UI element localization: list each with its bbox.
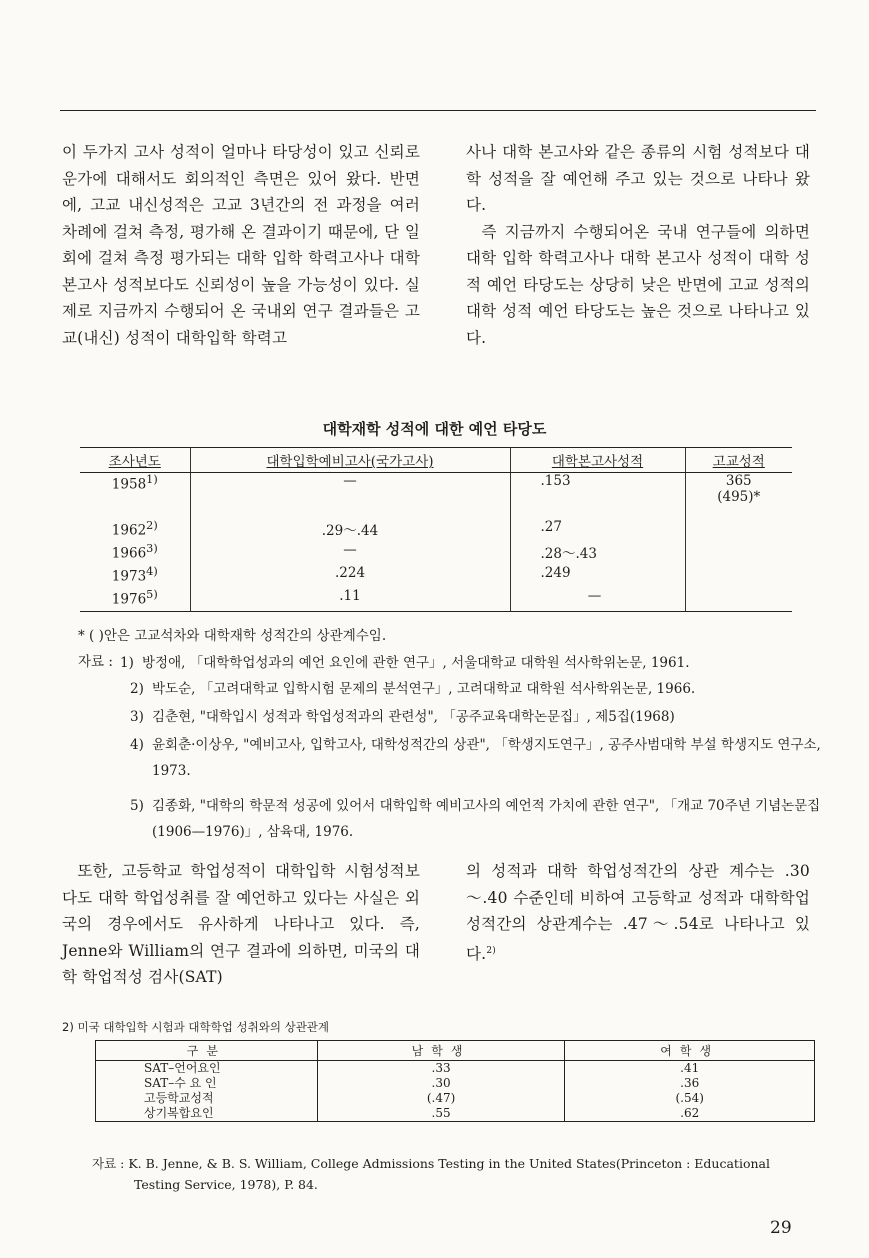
prelim-cell: .224 [190, 565, 510, 588]
table-row [80, 588, 792, 612]
main-exam-cell: .153 [510, 473, 685, 519]
reference-item: 2) 박도순, 「고려대학교 입학시험 문제의 분석연구」, 고려대학교 대학원 석사학위논문, 1966. [130, 681, 696, 697]
column-header: 구분 [96, 1041, 318, 1061]
page-number: 29 [770, 1218, 792, 1238]
main-exam-cell: .27 [510, 519, 685, 542]
prelim-cell: — [190, 473, 510, 519]
table1-title: 대학재학 성적에 대한 예언 타당도 [322, 420, 547, 438]
column-header: 남학생 [317, 1041, 565, 1061]
table2-title: 2) 미국 대학입학 시험과 대학학업 성취와의 상관관계 [62, 1020, 330, 1034]
year-cell: 1973$^{4)}$ [111, 564, 158, 584]
table-header-row [96, 1041, 815, 1061]
table-row [80, 542, 792, 565]
label-cell: 고등학교성적 [144, 1091, 214, 1105]
table-row [96, 1106, 815, 1122]
column-header: 고교성적 [685, 448, 792, 473]
male-cell: .30 [317, 1076, 565, 1091]
main-exam-cell: .28～.43 [510, 542, 685, 565]
prelim-cell: — [190, 542, 510, 565]
validity-table [80, 447, 792, 612]
reference-item: 5) 김종화, "대학의 학문적 성공에 있어서 대학입학 예비고사의 예언적 가치에 관한 연구", 「개교 70주년 기념논문집(1906—1976)」, 삼육대, 1976. [130, 798, 821, 840]
paragraph: 이 두가지 고사 성적이 얼마나 타당성이 있고 신뢰로운가에 대해서도 회의적인 측면은 있어 왔다. 반면에, 고교 내신성적은 고교 3년간의 전 과정을 여러 차례에 걸쳐 측정, 평가해 온 결과이기 때문에, 단 일회에 걸쳐 측정 평가되는 대학 입학 학력고사나 대학 본고사 성적보다도 신뢰성이 높을 가능성이 있다. 실제로 지금까지 수행되어 온 국내외 연구 결과들은 고교(내신) 성적이 대학입학 학력고 [62, 143, 420, 347]
year-cell: 1962$^{2)}$ [111, 518, 158, 538]
reference-item: 4) 윤회춘·이상우, "예비고사, 입학고사, 대학성적간의 상관", 「학생지도연구」, 공주사범대학 부설 학생지도 연구소, 1973. [130, 737, 821, 779]
male-cell: .33 [317, 1061, 565, 1077]
table-row [80, 519, 792, 542]
main-exam-cell: .249 [510, 565, 685, 588]
male-cell: (.47) [317, 1091, 565, 1106]
body-column-4 [466, 858, 810, 967]
paragraph: 사나 대학 본고사와 같은 종류의 시험 성적보다 대학 성적을 잘 예언해 주고 있는 것으로 나타나 왔다. [466, 143, 810, 214]
column-header: 조사년도 [80, 448, 190, 473]
hs-cell [685, 542, 792, 565]
hs-cell [685, 588, 792, 612]
female-cell: (.54) [565, 1091, 815, 1106]
label-cell: SAT–수 요 인 [144, 1076, 217, 1090]
body-column-2 [466, 139, 810, 351]
reference-item: 1) 방정애, 「대학학업성과의 예언 요인에 관한 연구」, 서울대학교 대학원 석사학위논문, 1961. [120, 655, 690, 671]
sources-label: 자료 : [78, 654, 113, 670]
male-cell: .55 [317, 1106, 565, 1122]
label-cell: SAT–언어요인 [144, 1061, 221, 1075]
hs-cell [685, 565, 792, 588]
column-header: 대학본고사성적 [510, 448, 685, 473]
paragraph: 즉 지금까지 수행되어온 국내 연구들에 의하면 대학 입학 학력고사나 대학 본고사 성적이 대학 성적 예언 타당도는 상당히 낮은 반면에 고교 성적의 대학 성적 예언 타당도는 높은 것으로 나타나고 있다. [466, 222, 810, 347]
paragraph: 의 성적과 대학 학업성적간의 상관 계수는 .30～.40 수준인데 비하여 고등학교 성적과 대학학업 성적간의 상관계수는 .47～.54로 나타나고 있다.$^{2)}$ [466, 862, 810, 963]
hs-cell [685, 519, 792, 542]
sat-correlation-table [95, 1040, 815, 1122]
table-row [96, 1076, 815, 1091]
female-cell: .36 [565, 1076, 815, 1091]
prelim-cell: .11 [190, 588, 510, 612]
column-header: 여학생 [565, 1041, 815, 1061]
body-column-3 [62, 858, 420, 991]
table2-source: 자료 : K. B. Jenne, & B. S. William, College Admissions Testing in the United States(Princeton : Educational Testing Service, 1978), P. 84. [92, 1156, 770, 1192]
table-row [96, 1091, 815, 1106]
female-cell: .62 [565, 1106, 815, 1122]
paragraph: 또한, 고등학교 학업성적이 대학입학 시험성적보다도 대학 학업성취를 잘 예언하고 있다는 사실은 외국의 경우에서도 유사하게 나타나고 있다. 즉, Jenne와 William의 연구 결과에 의하면, 미국의 대학 학업적성 검사(SAT) [62, 862, 420, 986]
reference-item: 3) 김춘현, "대학입시 성적과 학업성적과의 관련성", 「공주교육대학논문집」, 제5집(1968) [130, 709, 675, 725]
body-column-1 [62, 139, 420, 351]
female-cell: .41 [565, 1061, 815, 1077]
label-cell: 상기복합요인 [144, 1106, 214, 1120]
column-header: 대학입학예비고사(국가고사) [190, 448, 510, 473]
year-cell: 1966$^{3)}$ [111, 541, 158, 561]
table-row [96, 1061, 815, 1077]
table-row [80, 565, 792, 588]
hs-cell: 365 (495)* [685, 473, 792, 519]
prelim-cell: .29～.44 [190, 519, 510, 542]
year-cell: 1976$^{5)}$ [80, 588, 190, 612]
table-header-row [80, 448, 792, 473]
table-row [80, 473, 792, 519]
year-cell: 1958$^{1)}$ [111, 473, 158, 493]
main-exam-cell: — [510, 588, 685, 612]
table-note: * ( )안은 고교석차와 대학재학 성적간의 상관계수임. [78, 628, 387, 644]
top-rule [60, 110, 816, 111]
